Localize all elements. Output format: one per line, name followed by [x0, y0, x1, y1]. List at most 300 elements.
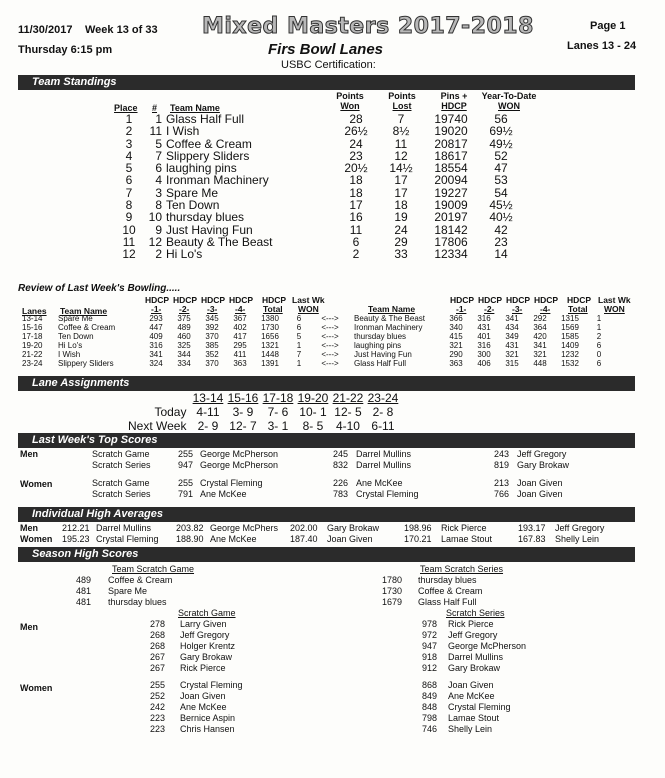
- review-header-g1: -1-: [456, 304, 467, 314]
- lane-today-pair: 4-11: [196, 405, 220, 419]
- standings-cell-place: 9: [125, 210, 133, 225]
- season-women_series-name: Joan Given: [448, 680, 494, 690]
- review-cell-arrow: <--->: [321, 332, 339, 341]
- season-women_game-name: Crystal Fleming: [180, 680, 243, 690]
- avg-women-value: 170.21: [404, 534, 432, 544]
- standings-cell-lost: 18: [394, 198, 408, 213]
- avg-men-name: Darrel Mullins: [96, 523, 152, 533]
- review-cell-g3: 352: [205, 350, 219, 359]
- standings-cell-won: 18: [349, 185, 363, 200]
- standings-cell-ytd: 47: [494, 161, 508, 176]
- review-cell-o1: 290: [449, 350, 463, 359]
- review-header-hdcp: HDCP: [145, 295, 170, 305]
- standings-cell-team: Ten Down: [166, 198, 220, 213]
- review-cell-o4: 448: [533, 359, 547, 368]
- lane-assignments-table: [128, 391, 400, 433]
- standings-row: [114, 211, 526, 223]
- standings-row: [114, 174, 526, 186]
- review-cell-g3: 345: [205, 314, 219, 323]
- bowling-center: Firs Bowl Lanes: [268, 41, 384, 58]
- review-cell-g2: 489: [177, 323, 191, 332]
- standings-cell-hdcp: 19227: [434, 185, 468, 200]
- standings-cell-lost: 14½: [389, 161, 413, 176]
- standings-cell-team: Just Having Fun: [166, 222, 253, 237]
- avg-men-label: Men: [20, 523, 38, 533]
- review-cell-o3: 431: [505, 341, 519, 350]
- review-cell-g4: 367: [233, 314, 247, 323]
- review-header-g4: -4-: [235, 304, 246, 314]
- standings-cell-hdcp: 20817: [434, 136, 468, 151]
- standings-cell-hdcp: 18554: [434, 161, 468, 176]
- standings-row: [114, 248, 526, 260]
- season-women_game-name: Bernice Aspin: [180, 713, 236, 723]
- season-women_game-name: Chris Hansen: [180, 724, 235, 734]
- review-cell-won: 5: [296, 332, 302, 341]
- season-men_series-name: Jeff Gregory: [448, 630, 498, 640]
- top-men_game-name: George McPherson: [200, 449, 279, 459]
- season-team-series-score: 1780: [382, 575, 403, 585]
- season-men_series-score: 947: [422, 641, 438, 651]
- review-cell-g4: 417: [233, 332, 247, 341]
- standings-cell-team: Spare Me: [166, 185, 219, 200]
- lane-today-pair: 7- 6: [267, 405, 289, 419]
- review-cell-o2: 300: [477, 350, 491, 359]
- avg-men-value: 203.82: [176, 523, 204, 533]
- top-women_game-score: 226: [333, 478, 349, 488]
- avg-women-name: Lamae Stout: [441, 534, 493, 544]
- season-team-series-name: Glass Half Full: [418, 597, 477, 607]
- review-cell-o1: 415: [449, 332, 463, 341]
- review-cell-lanes: 19-20: [22, 341, 43, 350]
- review-cell-team: I Wish: [58, 350, 81, 359]
- season-game-label: Scratch Game: [178, 608, 236, 618]
- review-cell-o1: 340: [449, 323, 463, 332]
- standings-cell-ytd: 54: [494, 185, 508, 200]
- review-cell-o3: 315: [505, 359, 519, 368]
- top-women_series-score: 766: [494, 489, 510, 499]
- review-cell-o1: 321: [449, 341, 463, 350]
- season-men_game-score: 278: [150, 619, 166, 629]
- lane-header-spacer: [128, 391, 190, 405]
- review-cell-team: Hi Lo's: [58, 341, 83, 350]
- avg-women-value: 187.40: [290, 534, 318, 544]
- standings-cell-won: 20½: [344, 161, 368, 176]
- standings-cell-team: Hi Lo's: [166, 247, 203, 262]
- season-men_series-name: George McPherson: [448, 641, 527, 651]
- standings-cell-num: 7: [155, 148, 162, 163]
- review-cell-total: 1391: [261, 359, 279, 368]
- review-cell-o4: 420: [533, 332, 547, 341]
- lane-today-label: Today: [154, 405, 187, 419]
- review-cell-g2: 344: [177, 350, 191, 359]
- top-men_series-score: 832: [333, 460, 349, 470]
- review-header-hdcp: HDCP: [262, 295, 287, 305]
- season-women_series-score: 868: [422, 680, 438, 690]
- review-header-total: Total: [263, 304, 283, 314]
- review-cell-ototal: 1585: [561, 332, 579, 341]
- review-header-hdcp: HDCP: [534, 295, 559, 305]
- review-row: [22, 332, 612, 341]
- standings-cell-place: 7: [125, 185, 133, 200]
- standings-cell-hdcp: 19740: [434, 112, 468, 126]
- standings-cell-ytd: 52: [494, 148, 508, 163]
- top-women_series-score: 791: [178, 489, 194, 499]
- review-header-g1: -1-: [151, 304, 162, 314]
- standings-header-points-lost: Points Lost: [388, 91, 416, 111]
- lane-header: 21-22: [332, 391, 364, 405]
- lane-next-pair: 4-10: [335, 419, 360, 433]
- review-cell-opp: Just Having Fun: [354, 350, 412, 359]
- top-women_game-name: Ane McKee: [356, 478, 403, 488]
- standings-cell-hdcp: 20197: [434, 210, 468, 225]
- top-women_game-score: 255: [178, 478, 194, 488]
- review-cell-won: 1: [296, 359, 302, 368]
- season-men_game-score: 267: [150, 652, 166, 662]
- standings-cell-num: 8: [155, 198, 162, 213]
- top-men_game-score: 255: [178, 449, 194, 459]
- review-header-g3: -3-: [207, 304, 218, 314]
- lane-today-pair: 3- 9: [232, 405, 254, 419]
- season-men_game-score: 268: [150, 641, 166, 651]
- season-men_game-name: Larry Given: [180, 619, 227, 629]
- standings-cell-won: 17: [349, 198, 363, 213]
- review-cell-arrow: <--->: [321, 314, 339, 323]
- avg-men-name: Gary Brokaw: [327, 523, 380, 533]
- season-men-label: Men: [20, 622, 38, 632]
- season-team-series-score: 1730: [382, 586, 403, 596]
- review-cell-g4: 402: [233, 323, 247, 332]
- standings-cell-hdcp: 20094: [434, 173, 468, 188]
- review-cell-total: 1380: [261, 314, 279, 323]
- season-men_game-name: Holger Krentz: [180, 641, 236, 651]
- season-women_series-score: 746: [422, 724, 438, 734]
- season-series-label: Scratch Series: [446, 608, 505, 618]
- page-number: Page 1: [590, 20, 626, 32]
- lane-next-pair: 6-11: [371, 419, 395, 433]
- review-row: [22, 359, 612, 368]
- section-high-averages: Individual High Averages: [18, 507, 635, 522]
- season-men_game-name: Rick Pierce: [180, 663, 226, 673]
- review-header-team: Team Name: [368, 304, 416, 314]
- avg-women-name: Joan Given: [327, 534, 373, 544]
- season-team-game-label: Team Scratch Game: [112, 564, 195, 574]
- review-header-lastwk2: WON: [298, 304, 319, 314]
- standings-cell-place: 8: [125, 198, 133, 213]
- review-cell-g1: 324: [149, 359, 163, 368]
- review-cell-g3: 370: [205, 332, 219, 341]
- review-header-lastwk1: Last Wk: [292, 295, 325, 305]
- review-cell-total: 1448: [261, 350, 279, 359]
- standings-cell-team: Glass Half Full: [166, 112, 245, 126]
- standings-cell-team: I Wish: [166, 124, 200, 139]
- standings-cell-lost: 24: [394, 222, 408, 237]
- review-cell-ototal: 1232: [561, 350, 579, 359]
- top-men_game-name: Darrel Mullins: [356, 449, 412, 459]
- season-women_game-score: 255: [150, 680, 166, 690]
- standings-header-points-won: Points Won: [336, 91, 364, 111]
- lane-today-pair: 2- 8: [372, 405, 394, 419]
- review-header-team: Team Name: [60, 306, 108, 316]
- season-men_series-name: Rick Pierce: [448, 619, 494, 629]
- season-men_game-name: Gary Brokaw: [180, 652, 233, 662]
- review-header-hdcp: HDCP: [478, 295, 503, 305]
- season-women_series-score: 849: [422, 691, 438, 701]
- standings-cell-place: 1: [125, 112, 133, 126]
- avg-women-name: Ane McKee: [210, 534, 257, 544]
- standings-cell-place: 3: [125, 136, 133, 151]
- standings-cell-num: 11: [149, 124, 162, 139]
- top-men_game-label: Scratch Game: [92, 449, 150, 459]
- standings-cell-lost: 8½: [392, 124, 410, 139]
- review-cell-won: 6: [296, 314, 302, 323]
- standings-cell-ytd: 53: [494, 173, 508, 188]
- season-team-series-name: Coffee & Cream: [418, 586, 483, 596]
- standings-cell-place: 10: [122, 222, 136, 237]
- review-cell-g4: 295: [233, 341, 247, 350]
- top-women_series-score: 783: [333, 489, 349, 499]
- lane-header: 19-20: [297, 391, 329, 405]
- season-women_series-name: Lamae Stout: [448, 713, 500, 723]
- review-header-lastwk2: WON: [604, 304, 625, 314]
- standings-cell-team: Ironman Machinery: [166, 173, 269, 188]
- section-top-scores: Last Week's Top Scores: [18, 433, 635, 448]
- review-cell-g2: 375: [177, 314, 191, 323]
- review-cell-o3: 349: [505, 332, 519, 341]
- review-cell-g1: 409: [149, 332, 163, 341]
- standings-cell-hdcp: 17806: [434, 234, 468, 249]
- review-header-g2: -2-: [484, 304, 495, 314]
- season-women_series-name: Crystal Fleming: [448, 702, 511, 712]
- review-cell-lanes: 13-14: [22, 314, 43, 323]
- week-label: Week 13 of 33: [85, 24, 158, 36]
- lane-next-pair: 12- 7: [229, 419, 257, 433]
- top-women_series-name: Joan Given: [517, 489, 563, 499]
- review-cell-total: 1321: [261, 341, 279, 350]
- review-cell-opp: thursday blues: [354, 332, 407, 341]
- review-header-total: Total: [568, 304, 588, 314]
- standings-cell-ytd: 40½: [489, 210, 513, 225]
- season-women_game-name: Joan Given: [180, 691, 226, 701]
- standings-cell-ytd: 56: [494, 112, 508, 126]
- avg-women-name: Crystal Fleming: [96, 534, 159, 544]
- season-women_series-score: 848: [422, 702, 438, 712]
- review-cell-o3: 321: [505, 350, 519, 359]
- lane-today-pair: 12- 5: [334, 405, 362, 419]
- lane-next-pair: 2- 9: [197, 419, 219, 433]
- season-team-game-score: 481: [76, 597, 92, 607]
- section-team-standings: Team Standings: [18, 75, 635, 90]
- standings-cell-ytd: 69½: [489, 124, 513, 139]
- review-cell-g4: 411: [233, 350, 247, 359]
- review-cell-team: Coffee & Cream: [58, 323, 116, 332]
- avg-men-value: 202.00: [290, 523, 318, 533]
- standings-cell-num: 5: [155, 136, 162, 151]
- avg-women-name: Shelly Lein: [555, 534, 600, 544]
- lane-next-pair: 3- 1: [267, 419, 289, 433]
- review-cell-g3: 385: [205, 341, 219, 350]
- season-women_game-score: 223: [150, 724, 166, 734]
- section-lane-assignments: Lane Assignments: [18, 376, 635, 391]
- avg-women-label: Women: [20, 534, 53, 544]
- standings-cell-place: 4: [125, 148, 133, 163]
- standings-cell-won: 18: [349, 173, 363, 188]
- avg-women-value: 195.23: [62, 534, 90, 544]
- top-men-label: Men: [20, 449, 38, 459]
- review-cell-o4: 364: [533, 323, 547, 332]
- standings-header-team: Team Name: [170, 103, 220, 113]
- standings-cell-won: 23: [349, 148, 363, 163]
- review-cell-g1: 341: [149, 350, 163, 359]
- review-cell-o4: 321: [533, 350, 547, 359]
- review-row: [22, 323, 612, 332]
- avg-men-value: 198.96: [404, 523, 432, 533]
- standings-cell-lost: 17: [394, 185, 408, 200]
- avg-men-name: Rick Pierce: [441, 523, 487, 533]
- review-header-lastwk1: Last Wk: [598, 295, 631, 305]
- review-header-hdcp: HDCP: [229, 295, 254, 305]
- review-cell-o2: 431: [477, 323, 491, 332]
- standings-cell-num: 10: [148, 210, 162, 225]
- review-header-hdcp: HDCP: [201, 295, 226, 305]
- usbc-certification: USBC Certification:: [281, 59, 376, 71]
- review-cell-ototal: 1532: [561, 359, 579, 368]
- review-cell-g1: 447: [149, 323, 163, 332]
- standings-header-ytd: Year-To-Date WON: [481, 91, 537, 111]
- review-cell-lanes: 21-22: [22, 350, 43, 359]
- avg-men-name: George McPhers: [210, 523, 279, 533]
- season-team-game-name: thursday blues: [108, 597, 167, 607]
- lane-next-label: Next Week: [128, 419, 187, 433]
- season-women_series-score: 798: [422, 713, 438, 723]
- review-cell-owon: 6: [596, 359, 602, 368]
- review-cell-o2: 401: [477, 332, 491, 341]
- review-cell-g2: 460: [177, 332, 191, 341]
- review-cell-won: 7: [296, 350, 302, 359]
- section-season-high: Season High Scores: [18, 547, 635, 562]
- season-men_game-score: 268: [150, 630, 166, 640]
- season-team-game-name: Spare Me: [108, 586, 148, 596]
- lane-header: 23-24: [367, 391, 399, 405]
- top-women_series-name: Ane McKee: [200, 489, 247, 499]
- standings-cell-num: 6: [155, 161, 162, 176]
- review-row: [22, 314, 612, 323]
- review-cell-o2: 406: [477, 359, 491, 368]
- season-team-game-score: 489: [76, 575, 92, 585]
- review-cell-team: Ten Down: [58, 332, 94, 341]
- standings-cell-ytd: 42: [494, 222, 508, 237]
- standings-cell-hdcp: 19020: [434, 124, 468, 139]
- standings-cell-won: 28: [349, 112, 363, 126]
- review-cell-opp: laughing pins: [354, 341, 402, 350]
- standings-header-num: #: [152, 103, 158, 113]
- review-cell-lanes: 23-24: [22, 359, 43, 368]
- review-cell-g2: 325: [177, 341, 191, 350]
- standings-cell-won: 24: [349, 136, 363, 151]
- standings-cell-hdcp: 18617: [434, 148, 468, 163]
- review-cell-g2: 334: [177, 359, 191, 368]
- season-men_series-name: Gary Brokaw: [448, 663, 501, 673]
- review-cell-owon: 1: [596, 323, 602, 332]
- review-header-lanes: Lanes: [22, 306, 47, 316]
- review-cell-team: Slippery Sliders: [58, 359, 114, 368]
- review-cell-o4: 292: [533, 314, 547, 323]
- review-cell-won: 1: [296, 341, 302, 350]
- season-team-game-score: 481: [76, 586, 92, 596]
- season-women_series-name: Ane McKee: [448, 691, 495, 701]
- standings-cell-won: 2: [352, 247, 360, 262]
- lane-header: 17-18: [262, 391, 294, 405]
- standings-cell-hdcp: 19009: [434, 198, 468, 213]
- standings-cell-won: 6: [352, 234, 360, 249]
- review-header-g3: -3-: [512, 304, 523, 314]
- review-cell-ototal: 1409: [561, 341, 579, 350]
- review-table: [22, 314, 612, 368]
- review-row: [22, 350, 612, 359]
- review-cell-arrow: <--->: [321, 323, 339, 332]
- review-cell-g1: 293: [149, 314, 163, 323]
- standings-cell-num: 9: [155, 222, 162, 237]
- review-cell-g3: 392: [205, 323, 219, 332]
- report-date: 11/30/2017: [18, 24, 73, 36]
- page-title: Mixed Masters 2017-2018: [202, 14, 534, 39]
- review-cell-lanes: 15-16: [22, 323, 43, 332]
- top-women_game-name: Crystal Fleming: [200, 478, 263, 488]
- review-header-hdcp: HDCP: [173, 295, 198, 305]
- season-men_series-score: 912: [422, 663, 438, 673]
- review-cell-won: 6: [296, 323, 302, 332]
- lane-header-row: [128, 391, 400, 405]
- standings-table: [114, 113, 526, 261]
- lane-today-row: [128, 405, 400, 419]
- review-cell-arrow: <--->: [321, 341, 339, 350]
- top-men_game-score: 245: [333, 449, 349, 459]
- review-cell-owon: 2: [596, 332, 602, 341]
- standings-cell-place: 11: [122, 234, 136, 249]
- avg-men-name: Jeff Gregory: [555, 523, 605, 533]
- review-cell-team: Spare Me: [58, 314, 93, 323]
- standings-cell-num: 3: [155, 185, 162, 200]
- standings-cell-won: 26½: [344, 124, 368, 139]
- standings-cell-lost: 12: [394, 148, 408, 163]
- standings-cell-place: 12: [122, 247, 136, 262]
- review-cell-total: 1730: [261, 323, 279, 332]
- season-men_game-score: 267: [150, 663, 166, 673]
- standings-cell-ytd: 23: [494, 234, 508, 249]
- season-women_series-name: Shelly Lein: [448, 724, 493, 734]
- review-header-hdcp: HDCP: [450, 295, 475, 305]
- top-women_game-score: 213: [494, 478, 510, 488]
- standings-cell-won: 11: [349, 222, 363, 237]
- lanes-range: Lanes 13 - 24: [567, 40, 637, 52]
- avg-women-value: 188.90: [176, 534, 204, 544]
- review-header-hdcp: HDCP: [567, 295, 592, 305]
- review-cell-g3: 370: [205, 359, 219, 368]
- season-team-series-label: Team Scratch Series: [420, 564, 504, 574]
- lane-header: 15-16: [227, 391, 259, 405]
- review-cell-ototal: 1315: [561, 314, 579, 323]
- review-cell-arrow: <--->: [321, 359, 339, 368]
- review-cell-total: 1656: [261, 332, 279, 341]
- standings-cell-num: 1: [155, 112, 162, 126]
- review-header-g2: -2-: [179, 304, 190, 314]
- standings-cell-place: 6: [125, 173, 133, 188]
- standings-cell-team: thursday blues: [166, 210, 245, 225]
- season-team-series-score: 1679: [382, 597, 403, 607]
- standings-cell-num: 12: [148, 234, 162, 249]
- season-women_game-score: 223: [150, 713, 166, 723]
- standings-cell-team: laughing pins: [166, 161, 237, 176]
- season-women_game-name: Ane McKee: [180, 702, 227, 712]
